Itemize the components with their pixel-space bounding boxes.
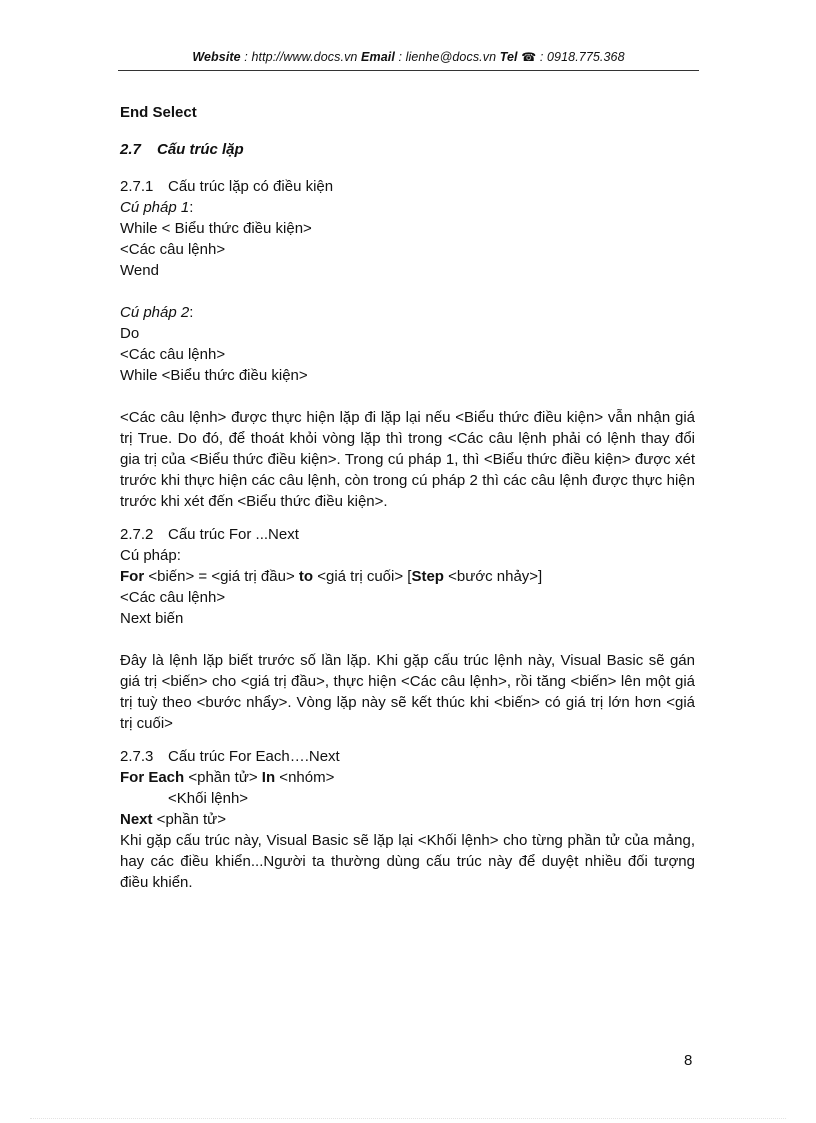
for-keyword: For — [120, 568, 145, 585]
footer-divider — [30, 1118, 786, 1119]
email-label: Email — [361, 50, 395, 64]
for-text-1: <biến> = <giá trị đầu> — [144, 568, 299, 585]
tel-label: Tel — [499, 50, 518, 64]
section-number: 2.7 — [120, 141, 141, 158]
for-each-text-1: <phần tử> — [184, 769, 262, 786]
subsection-heading-2-7-2 — [120, 524, 695, 545]
tel-value: 0918.775.368 — [547, 50, 625, 64]
subsection-heading-2-7-3 — [120, 746, 695, 767]
document-body — [120, 102, 695, 893]
subsection-number: 2.7.1 — [120, 178, 154, 195]
for-each-keyword: For Each — [120, 769, 185, 786]
next-syntax-line — [120, 809, 695, 830]
syntax-1-label — [120, 197, 695, 218]
to-keyword: to — [298, 568, 314, 585]
website-sep: : — [240, 50, 252, 64]
phone-icon: ☎ — [521, 50, 537, 64]
syntax-2-label — [120, 302, 695, 323]
page-header — [118, 50, 699, 64]
subsection-title: Cấu trúc For Each….Next — [168, 748, 340, 765]
syntax-1-colon: : — [189, 199, 194, 216]
email-value: lienhe@docs.vn — [405, 50, 497, 64]
syntax-label: Cú pháp: — [120, 547, 181, 564]
syntax-2-label-text: Cú pháp 2 — [120, 304, 190, 321]
website-label: Website — [192, 50, 241, 64]
website-value: http://www.docs.vn — [251, 50, 358, 64]
section-heading-2-7 — [120, 139, 695, 160]
for-each-syntax-line — [120, 767, 695, 788]
code-line: <Các câu lệnh> — [120, 241, 226, 258]
code-line: Do — [120, 325, 140, 342]
subsection-number: 2.7.3 — [120, 748, 154, 765]
syntax-2-colon: : — [189, 304, 194, 321]
subsection-title: Cấu trúc For ...Next — [168, 526, 299, 543]
code-line: <Các câu lệnh> — [120, 346, 226, 363]
paragraph-for-loop: Đây là lệnh lặp biết trước số lần lặp. Khi gặp cấu trúc lệnh này, Visual Basic sẽ gán giá trị <biến> cho <giá trị đầu>, thực hiện <Các câu lệnh>, rồi tăng <biến> lên một giá trị tuỳ theo <bước nhẩy>. Vòng lặp này sẽ kết thúc khi <biến> có giá trị lớn hơn <giá trị cuối> — [120, 652, 695, 732]
paragraph-while-loop: <Các câu lệnh> được thực hiện lặp đi lặp lại nếu <Biểu thức điều kiện> vẫn nhận giá trị True. Do đó, để thoát khỏi vòng lặp thì trong <Các câu lệnh phải có lệnh thay đổi gia trị của <Biểu thức điều kiện>. Trong cú pháp 1, thì <Biểu thức điều kiện> được xét trước khi thực hiện các câu lệnh, còn trong cú pháp 2 thì các câu lệnh được thực hiện trước khi xét đến <Biểu thức điều kiện>. — [120, 409, 695, 510]
next-text: <phần tử> — [152, 811, 226, 828]
subsection-number: 2.7.2 — [120, 526, 154, 543]
code-line: While <Biểu thức điều kiện> — [120, 367, 308, 384]
code-line: Wend — [120, 262, 159, 279]
paragraph-for-each: Khi gặp cấu trúc này, Visual Basic sẽ lặp lại <Khối lệnh> cho từng phần tử của mảng, hay các điều khiển...Người ta thường dùng cấu trúc này để duyệt nhiều đối tượng điều khiển. — [120, 832, 695, 891]
code-line: While < Biểu thức điều kiện> — [120, 220, 312, 237]
for-text-3: <bước nhảy>] — [443, 568, 543, 585]
in-keyword: In — [261, 769, 276, 786]
page-number: 8 — [684, 1052, 693, 1069]
header-divider — [118, 70, 699, 71]
for-syntax-line — [120, 566, 695, 587]
code-line: <Các câu lệnh> — [120, 589, 226, 606]
subsection-heading-2-7-1 — [120, 176, 695, 197]
email-sep: : — [394, 50, 406, 64]
end-select-line: End Select — [120, 104, 197, 121]
subsection-title: Cấu trúc lặp có điều kiện — [168, 178, 334, 195]
code-line: <Khối lệnh> — [168, 790, 249, 807]
syntax-1-label-text: Cú pháp 1 — [120, 199, 190, 216]
tel-sep: : — [536, 50, 547, 64]
step-keyword: Step — [411, 568, 444, 585]
code-line: Next biến — [120, 610, 184, 627]
section-title: Cấu trúc lặp — [157, 141, 244, 158]
for-text-2: <giá trị cuối> [ — [313, 568, 412, 585]
for-each-text-2: <nhóm> — [275, 769, 335, 786]
next-keyword: Next — [120, 811, 153, 828]
